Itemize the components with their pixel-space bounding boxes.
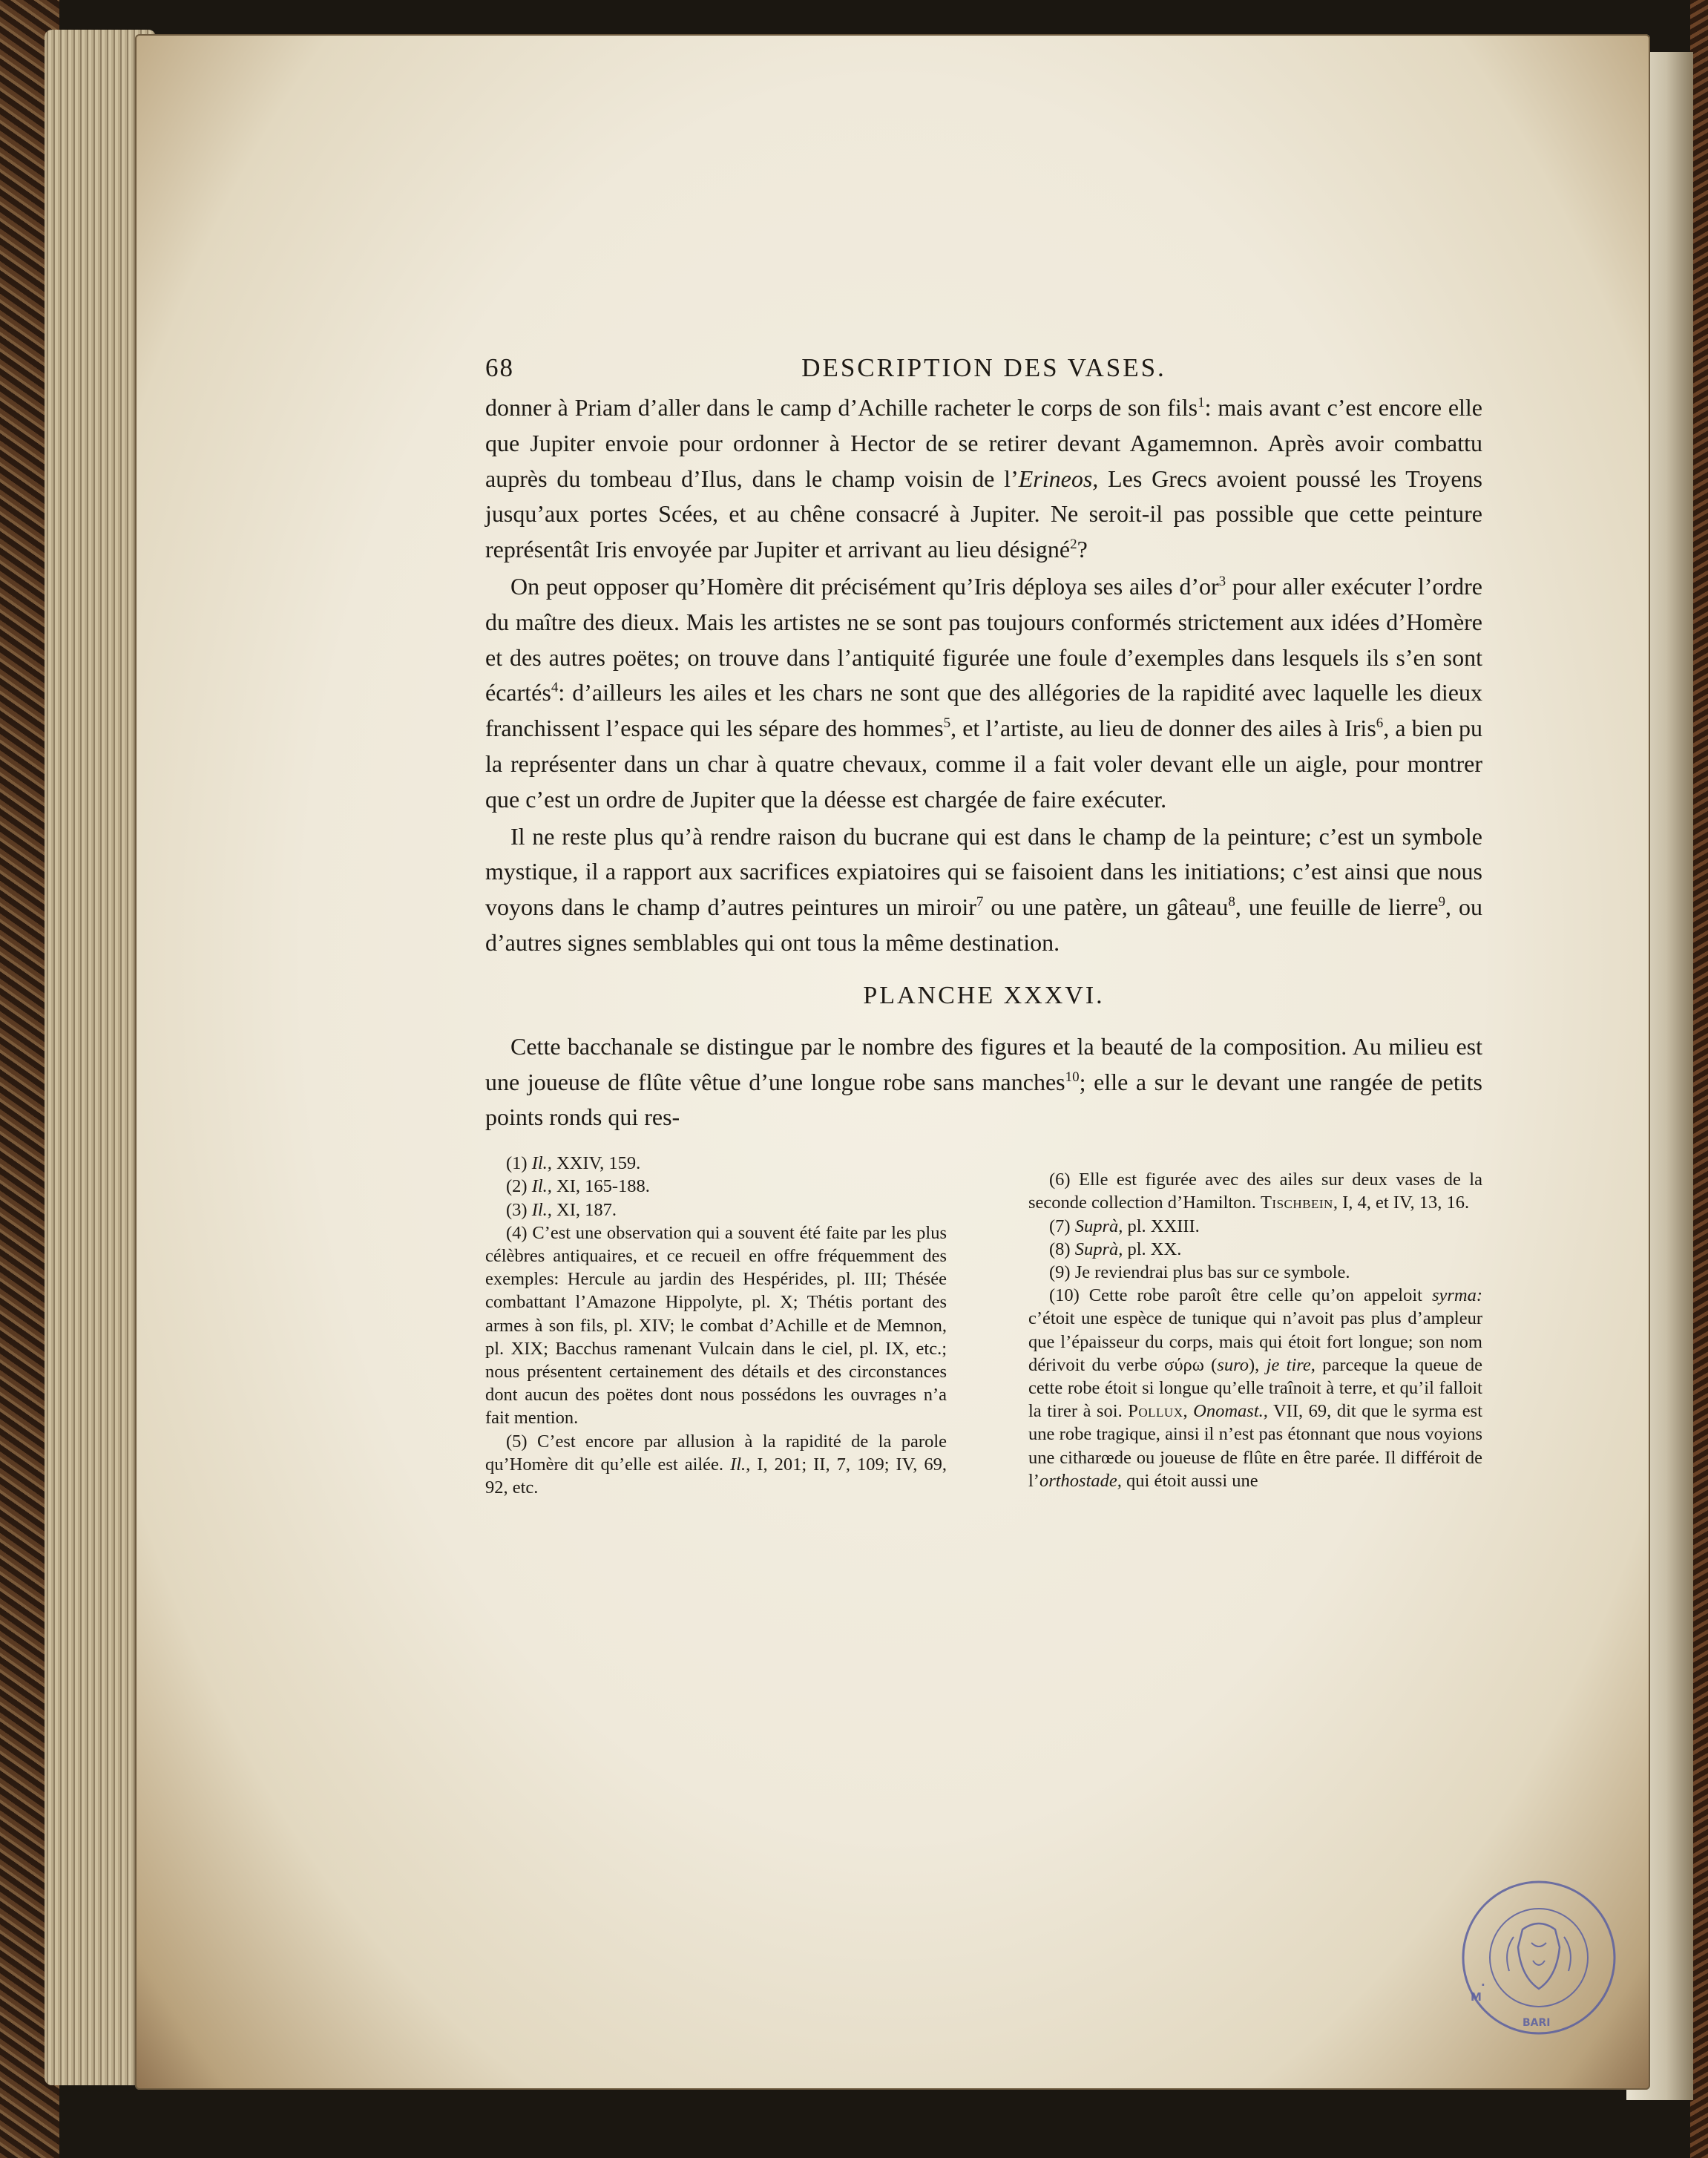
footnote-text: parceque la queue de cette robe étoit si longue qu’elle traînoit à terre, et qu’il falloit la tirer à soi. — [1028, 1354, 1482, 1422]
footnote-4 — [485, 1221, 947, 1430]
footnote-ref-10: 10 — [1065, 1069, 1080, 1085]
text-run: , et l’artiste, au lieu de donner des ailes à Iris — [950, 715, 1376, 742]
footnote-citation: Il., — [730, 1454, 751, 1475]
text-run: ou une patère, un gâteau — [983, 893, 1229, 921]
footnote-text: XXIV, 159. — [551, 1153, 641, 1174]
footnote-number: (3) — [506, 1199, 528, 1220]
plate-title: PLANCHE XXXVI. — [863, 981, 1105, 1009]
footnote-citation: Suprà, — [1074, 1216, 1123, 1236]
text-run: : d’ailleurs les ailes et les chars ne sont que des allégories de la rapidité avec laquelle les dieux franchissent l’espace qui les sépare des hommes — [485, 679, 1482, 742]
italic-syrma: syrma: — [1431, 1285, 1482, 1306]
stamp-ring-text: M — [1471, 1990, 1482, 2004]
page-number: 68 — [485, 353, 514, 382]
paragraph-3 — [485, 819, 1482, 961]
italic-je-tire: je tire, — [1266, 1354, 1316, 1375]
paragraph-2 — [485, 569, 1482, 818]
footnote-citation: Suprà, — [1074, 1239, 1123, 1259]
text-run: Cette bacchanale se distingue par le nombre des figures et la beauté de la composition. Au milieu est une joueuse de flûte vêtue d’une longue robe sans manches — [485, 1032, 1482, 1095]
footnote-text: Elle est figurée avec des ailes sur deux vases de la seconde collection d’Hamilton. — [1028, 1170, 1482, 1213]
museum-stamp-seal — [1459, 1877, 1619, 2038]
footnote-author: Pollux — [1128, 1401, 1183, 1422]
footnote-number: (10) — [1049, 1285, 1080, 1306]
footnote-text: Cette robe paroît être celle qu’on appeloit — [1079, 1285, 1432, 1306]
footnote-author: Tischbein — [1260, 1193, 1333, 1213]
footnote-text: ), — [1249, 1354, 1267, 1375]
footnote-ref-5: 5 — [943, 715, 951, 732]
text-run: donner à Priam d’aller dans le camp d’Achille racheter le corps de son fils — [485, 394, 1198, 421]
footnote-number: (6) — [1049, 1170, 1071, 1190]
footnote-text: pl. XXIII. — [1123, 1216, 1200, 1236]
book-page — [135, 34, 1650, 2090]
text-run: , a bien pu la représenter dans un char à quatre chevaux, comme il a fait voler devant elle un aigle, pour montrer que c’est un ordre de Jupiter que la déesse est chargée de faire exécuter. — [485, 715, 1483, 813]
footnote-number: (9) — [1049, 1262, 1071, 1282]
running-head — [485, 349, 1482, 390]
text-run: ? — [1077, 536, 1088, 563]
paragraph-1 — [485, 390, 1482, 568]
footnote-ref-1: 1 — [1198, 395, 1205, 410]
footnote-ref-6: 6 — [1376, 715, 1384, 732]
footnote-6 — [1028, 1168, 1482, 1214]
stamp-arc-letters: · — [1481, 1978, 1485, 1992]
footnote-ref-8: 8 — [1228, 894, 1235, 911]
footnote-number: (1) — [506, 1153, 528, 1174]
text-run: , ou d’autres signes semblables qui ont tous la même destination. — [485, 893, 1483, 956]
text-run: pour aller exécuter l’ordre du maître des dieux. Mais les artistes ne se sont pas toujours conformés strictement aux idées d’Homère et des autres poëtes; on trouve dans l’antiquité figurée une foule d’exemples dans lesquels ils s’en sont écartés — [485, 572, 1483, 706]
stamp-city: BARI — [1523, 2017, 1551, 2029]
footnote-text: C’est encore par allusion à la rapidité de la parole qu’Homère dit qu’elle est ailée. — [485, 1431, 947, 1475]
footnote-number: (7) — [1049, 1216, 1071, 1236]
footnote-text: XI, 187. — [551, 1199, 617, 1220]
footnote-1 — [485, 1152, 947, 1175]
footnote-ref-3: 3 — [1218, 573, 1226, 589]
body-text — [485, 390, 1482, 1135]
footnote-9 — [1028, 1261, 1482, 1284]
footnote-citation: Il., — [531, 1176, 552, 1197]
footnote-ref-2: 2 — [1070, 537, 1077, 553]
text-block — [485, 349, 1482, 1499]
footnote-text: ( — [1203, 1354, 1218, 1375]
footnote-text: I, 201; II, 7, 109; IV, 69, 92, etc. — [485, 1454, 947, 1498]
footnote-number: (8) — [1049, 1239, 1071, 1259]
footnote-number: (2) — [506, 1176, 528, 1197]
footnotes-left-column — [485, 1152, 947, 1499]
italic-erineos: Erineos, — [1018, 465, 1099, 492]
footnote-citation: Il., — [531, 1199, 552, 1220]
footnote-3 — [485, 1198, 947, 1221]
footnote-ref-9: 9 — [1438, 894, 1446, 911]
footnote-2 — [485, 1175, 947, 1198]
running-title: DESCRIPTION DES VASES. — [801, 353, 1166, 382]
footnote-text: VII, 69, dit que le syrma est une robe tragique, ainsi il n’est pas étonnant que nous voyions une citharœde ou joueuse de flûte en être parée. Il différoit de l’ — [1028, 1401, 1483, 1491]
footnote-number: (4) — [506, 1222, 528, 1243]
text-run: On peut opposer qu’Homère dit précisément qu’Iris déploya ses ailes d’or — [510, 572, 1219, 600]
footnote-text: , — [1183, 1401, 1194, 1422]
footnote-8 — [1028, 1238, 1482, 1261]
footnote-10 — [1028, 1284, 1482, 1492]
greek-word: σύρω — [1164, 1354, 1204, 1375]
footnote-number: (5) — [506, 1431, 528, 1452]
footnote-ref-7: 7 — [976, 894, 984, 911]
footnote-5 — [485, 1430, 947, 1500]
italic-suro: suro — [1217, 1354, 1249, 1375]
footnote-citation: Onomast., — [1193, 1401, 1268, 1422]
text-run: , une feuille de lierre — [1235, 893, 1439, 921]
footnote-ref-4: 4 — [551, 680, 559, 696]
footnote-citation: Il., — [531, 1153, 552, 1174]
footnote-text: , I, 4, et IV, 13, 16. — [1333, 1193, 1470, 1213]
footnotes — [485, 1152, 1482, 1499]
footnote-text: C’est une observation qui a souvent été faite par les plus célèbres antiquaires, et ce recueil en offre fréquemment des exemples: Hercule au jardin des Hespérides, pl. III; Thésée combattant l’Amazone Hippolyte, pl. X; Thétis portant des armes à son fils, pl. XIV; le combat d’Achille et de Memnon, pl. XIX; Bacchus ramenant Vulcain dans le ciel, pl. IX, etc.; nous présentent certainement des détails et des circonstances dont aucun des poëtes dont nous possédons les ouvrages n’a fait mention. — [485, 1222, 947, 1429]
footnotes-right-column — [1028, 1168, 1482, 1499]
text-run: Les Grecs avoient poussé les Troyens jusqu’aux portes Scées, et au chêne consacré à Jupiter. Ne seroit-il pas possible que cette peinture représentât Iris envoyée par Jupiter et arrivant au lieu désigné — [485, 465, 1483, 563]
italic-orthostade: orthostade, — [1039, 1470, 1122, 1491]
footnote-text: c’étoit une espèce de tunique qui n’avoit pas plus d’ampleur que l’épaisseur du corps, mais qui étoit fort longue; son nom dérivoit du verbe — [1028, 1308, 1482, 1375]
footnote-text: XI, 165-188. — [551, 1176, 650, 1197]
paragraph-4 — [485, 1029, 1482, 1135]
text-run: Il ne reste plus qu’à rendre raison du bucrane qui est dans le champ de la peinture; c’est un symbole mystique, il a rapport aux sacrifices expiatoires qui se faisoient dans les initiations; c’est ainsi que nous voyons dans le champ d’autres peintures un miroir — [485, 822, 1482, 921]
footnote-text: pl. XX. — [1123, 1239, 1182, 1259]
footnote-text: Je reviendrai plus bas sur ce symbole. — [1070, 1262, 1350, 1282]
text-run: ; elle a sur le devant une rangée de petits points ronds qui res- — [485, 1068, 1482, 1131]
footnote-text: qui étoit aussi une — [1121, 1470, 1258, 1491]
footnote-7 — [1028, 1215, 1482, 1238]
text-run: : mais avant c’est encore elle que Jupiter envoie pour ordonner à Hector de se retirer devant Agamemnon. Après avoir combattu auprès du tombeau d’Ilus, dans le champ voisin de l’ — [485, 394, 1483, 492]
